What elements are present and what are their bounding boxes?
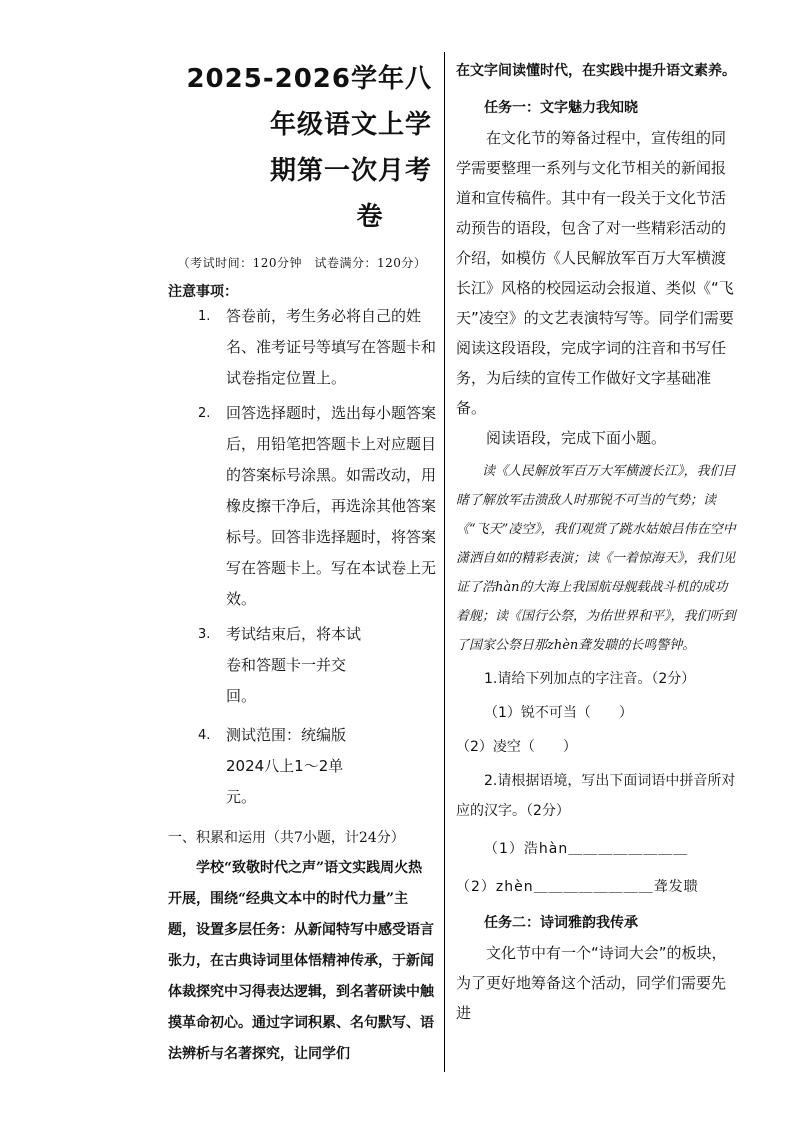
exam-title-line-4: 卷 — [356, 202, 384, 232]
exam-title-line-3: 期第一次月考 — [269, 156, 432, 186]
task1-heading: 任务一：文字魅力我知晓 — [484, 100, 638, 116]
task2-paragraph: 文化节中有一个“诗词大会”的板块，为了更好地筹备这个活动，同学们需要先进 — [456, 944, 727, 1022]
notice-heading: 注意事项： — [168, 284, 238, 300]
note-number: 3. — [198, 627, 211, 642]
question-1-part-1: （1）锐不可当（ ） — [484, 705, 633, 721]
note-item — [168, 720, 436, 813]
note-item — [168, 619, 436, 712]
note-item — [168, 398, 436, 615]
note-item — [168, 301, 436, 394]
read-instruction: 阅读语段，完成下面小题。 — [486, 429, 667, 447]
note-number: 2. — [198, 406, 211, 421]
note-text: 回答选择题时，选出每小题答案后，用铅笔把答题卡上对应题目的答案标号涂黑。如需改动，用橡皮擦干净后，再选涂其他答案标号。回答非选择题时，将答案写在答题卡上。写在本试卷上无效。 — [226, 404, 437, 608]
note-text: 考试结束后，将本试卷和答题卡一并交回。 — [226, 625, 362, 705]
task1-paragraph: 在文化节的筹备过程中，宣传组的同学需要整理一系列与文化节相关的新闻报道和宣传稿件。其中有一段关于文化节活动预告的语段，包含了对一些精彩活动的介绍，如模仿《人民解放军百万大军横渡长江》风格的校园运动会报道、类似《“飞天”凌空》的文艺表演特写等。同学们需要阅读这段语段，完成字词的注音和书写任务，为后续的宣传工作做好文字基础准备。 — [456, 129, 734, 417]
task2-heading: 任务二：诗词雅韵我传承 — [484, 915, 638, 931]
note-number: 4. — [198, 728, 211, 743]
question-2-part-1: （1）浩hàn＿＿＿＿＿＿＿＿ — [484, 841, 689, 857]
question-2: 2.请根据语境，写出下面词语中拼音所对应的汉字。（2分） — [456, 773, 736, 819]
note-number: 1. — [198, 309, 211, 324]
exam-info: （考试时间：120分钟 试卷满分：120分） — [177, 256, 427, 270]
notes-list — [168, 301, 436, 813]
intro-paragraph-continued: 在文字间读懂时代，在实践中提升语文素养。 — [456, 63, 736, 79]
section-heading: 一、积累和运用（共7小题，计24分） — [168, 830, 405, 846]
note-text: 测试范围：统编版2024八上1～2单元。 — [226, 726, 347, 806]
intro-paragraph: 学校“致敬时代之声”语文实践周火热开展，围绕“经典文本中的时代力量”主题，设置多层任务：从新闻特写中感受语言张力，在古典诗词里体悟精神传承，于新闻体裁探究中习得表达逻辑，到名著研读中触摸革命初心。通过字词积累、名句默写、语法辨析与名著探究，让同学们 — [168, 860, 434, 1062]
exam-title-line-2: 年级语文上学 — [269, 110, 432, 140]
right-column — [456, 56, 738, 1028]
column-divider — [444, 52, 445, 1072]
question-1: 1.请给下列加点的字注音。（2分） — [484, 671, 696, 687]
exam-title-line-1: 2025-2026学年八 — [186, 64, 432, 94]
reading-passage: 读《人民解放军百万大军横渡长江》，我们目睹了解放军击溃敌人时那锐不可当的气势；读《“飞天”凌空》，我们观赏了跳水姑娘吕伟在空中潇洒自如的精彩表演；读《一着惊海天》，我们见证了浩hàn的大海上我国航母舰载战斗机的成功着舰；读《国行公祭，为佑世界和平》，我们听到了国家公祭日那zhèn聋发聩的长鸣警钟。 — [456, 464, 736, 653]
question-1-part-2: （2）凌空（ ） — [456, 739, 577, 755]
left-column — [168, 56, 436, 1070]
note-text: 答卷前，考生务必将自己的姓名、准考证号等填写在答题卡和试卷指定位置上。 — [226, 307, 437, 387]
question-2-part-2: （2）zhèn＿＿＿＿＿＿＿＿聋发聩 — [456, 879, 699, 895]
